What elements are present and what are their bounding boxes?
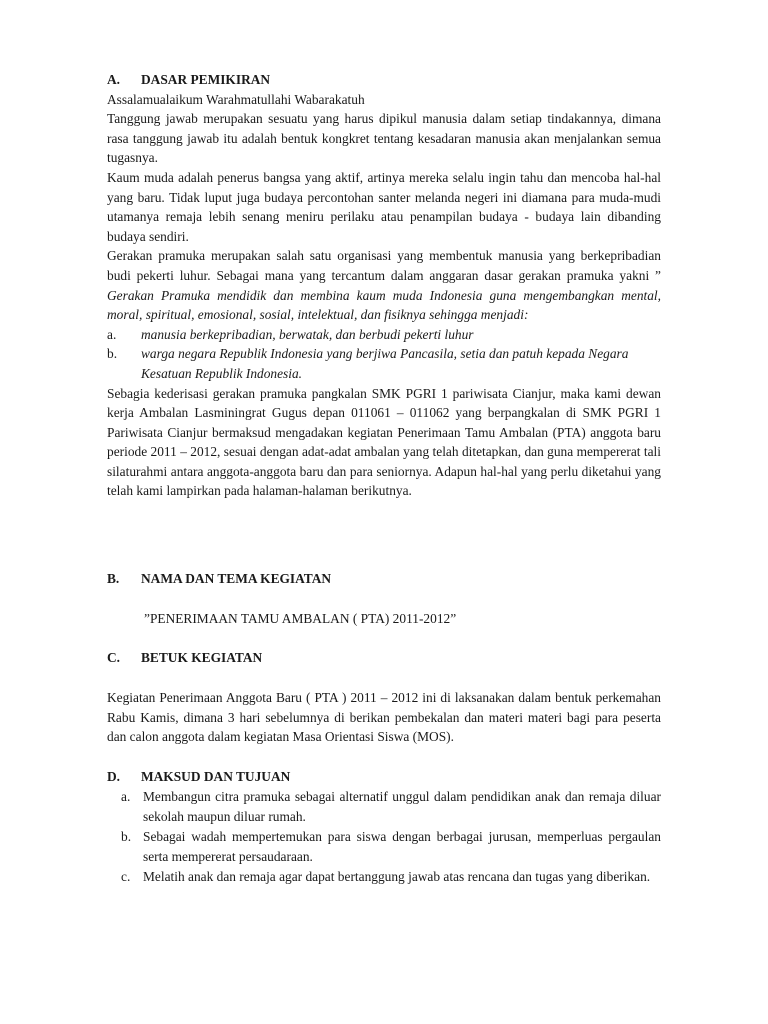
section-d-heading (107, 767, 661, 787)
paragraph-pramuka (107, 246, 661, 324)
paragraph-youth: Kaum muda adalah penerus bangsa yang aktif, artinya mereka selalu ingin tahu dan mencoba hal-hal yang baru. Tidak luput juga budaya percontohan santer melanda negeri ini diamana para muda-mudi utamanya remaja lebih senang meniru perilaku atau penampilan budaya - budaya lain dibanding budaya sendiri. (107, 169, 661, 244)
section-d (107, 767, 661, 887)
list-item (107, 867, 661, 887)
list-item (107, 325, 661, 345)
list-marker: b. (107, 346, 118, 362)
list-text: Membangun citra pramuka sebagai alternatif unggul dalam pendidikan anak dan remaja diluar sekolah maupun diluar rumah. (143, 788, 661, 824)
list-marker: b. (121, 828, 132, 844)
section-b-label: B. (107, 571, 120, 586)
section-a-heading (107, 70, 661, 90)
section-a-label: A. (107, 72, 121, 87)
list-marker: c. (121, 868, 131, 884)
section-b (107, 569, 661, 589)
section-d-label: D. (107, 769, 121, 784)
list-marker: a. (107, 326, 117, 342)
paragraph-pramuka-text: Gerakan pramuka merupakan salah satu organisasi yang membentuk manusia yang berkepribadian budi pekerti luhur. Sebagai mana yang tercantum dalam anggaran dasar gerakan pramuka yakni ” (107, 248, 661, 283)
list-text: Melatih anak dan remaja agar dapat bertanggung jawab atas rencana dan tugas yang diberikan. (143, 868, 651, 884)
paragraph-responsibility: Tanggung jawab merupakan sesuatu yang harus dipikul manusia dalam setiap tindakannya, dimana rasa tanggung jawab itu adalah bentuk kongkret tentang kesadaran manusia akan menjalankan semua tugasnya. (107, 111, 661, 166)
section-a-title: DASAR PEMIKIRAN (141, 72, 271, 87)
list-marker: a. (121, 788, 131, 804)
section-b-theme-block (144, 609, 644, 629)
list-item (107, 787, 661, 827)
section-c (107, 648, 661, 668)
section-c-heading (107, 648, 661, 668)
section-a (107, 70, 661, 501)
list-item (107, 827, 661, 867)
section-b-heading (107, 569, 661, 589)
paragraph-kaderisasi: Sebagia kederisasi gerakan pramuka pangkalan SMK PGRI 1 pariwisata Cianjur, maka kami dewan kerja Ambalan Lasminingrat Gugus depan 011061 – 011062 yang berpangkalan di SMK PGRI 1 Pariwisata Cianjur bermaksud mengadakan kegiatan Penerimaan Tamu Ambalan (PTA) anggota baru periode 2011 – 2012, sesuai dengan adat-adat ambalan yang telah ditetapkan, dan guna mempererat tali silaturahmi antara anggota-anggota baru dan para seniornya. Adapun hal-hal yang perlu diketahui yang telah kami lampirkan pada halaman-halaman berikutnya. (107, 385, 661, 499)
list-item (107, 344, 661, 383)
paragraph-pramuka-quote: Gerakan Pramuka mendidik dan membina kaum muda Indonesia guna mengembangkan mental, moral, spiritual, emosional, sosial, intelektual, dan fisiknya sehingga menjadi: (107, 287, 661, 323)
section-d-title: MAKSUD DAN TUJUAN (141, 769, 291, 784)
greeting: Assalamualaikum Warahmatullahi Wabarakatuh (107, 91, 365, 107)
paragraph-activity-form: Kegiatan Penerimaan Anggota Baru ( PTA ) 2011 – 2012 ini di laksanakan dalam bentuk perkemahan Rabu Kamis, dimana 3 hari sebelumnya di berikan pembekalan dan materi materi bagi para peserta dan calon anggota dalam kegiatan Masa Orientasi Siswa (MOS). (107, 690, 661, 745)
section-c-label: C. (107, 650, 121, 665)
list-text: manusia berkepribadian, berwatak, dan berbudi pekerti luhur (141, 326, 474, 342)
event-theme: ”PENERIMAAN TAMU AMBALAN ( PTA) 2011-2012” (144, 611, 457, 626)
list-text: warga negara Republik Indonesia yang berjiwa Pancasila, setia dan patuh kepada Negara Kesatuan Republik Indonesia. (141, 346, 629, 381)
list-text: Sebagai wadah mempertemukan para siswa dengan berbagai jurusan, memperluas pergaulan serta mempererat persaudaraan. (143, 828, 661, 864)
section-c-body (107, 688, 661, 747)
section-c-title: BETUK KEGIATAN (141, 650, 263, 665)
section-b-title: NAMA DAN TEMA KEGIATAN (141, 571, 332, 586)
